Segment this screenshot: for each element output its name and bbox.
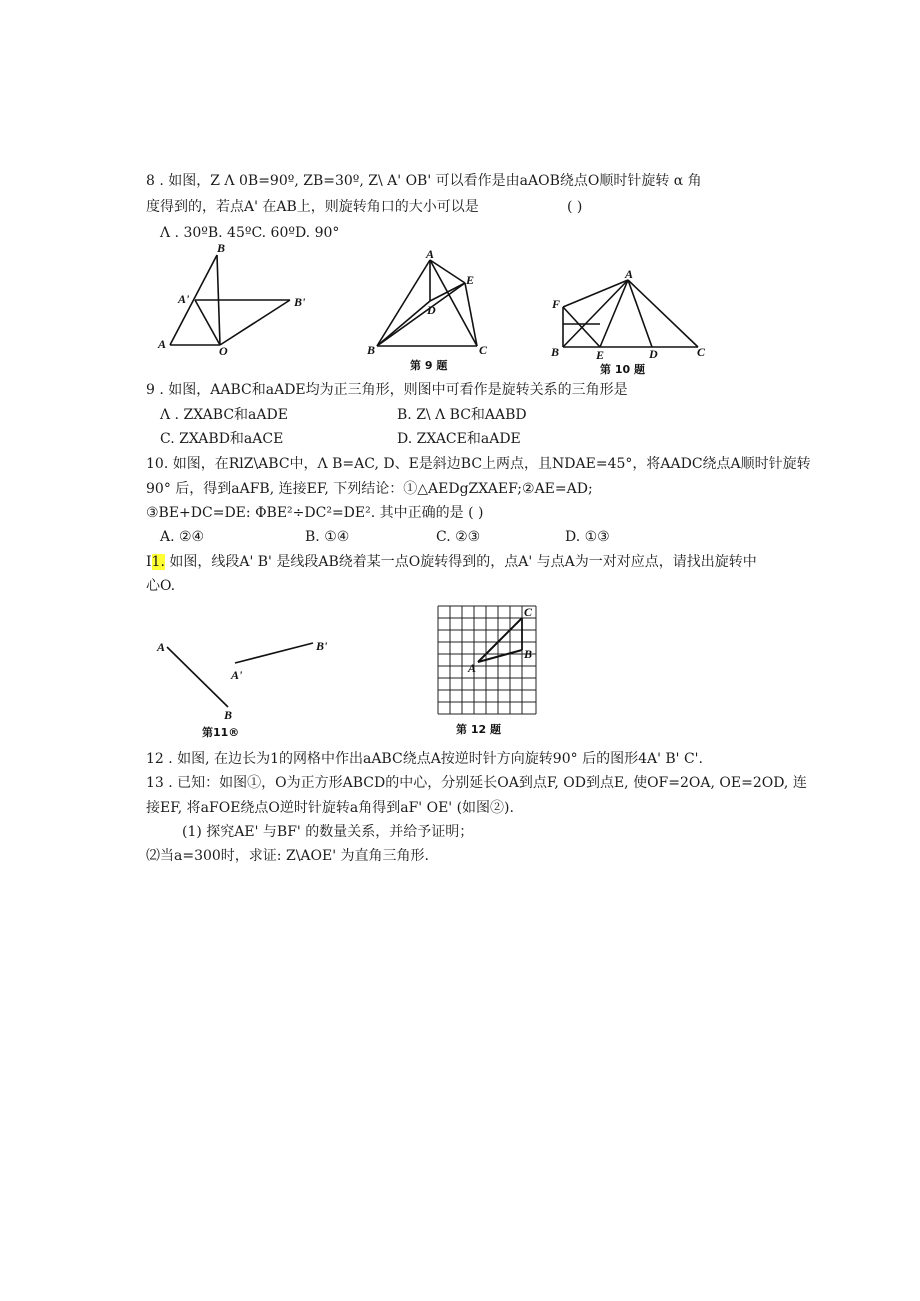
figure-q12 (436, 604, 546, 744)
fig11-label-b-prime: B' (316, 639, 328, 653)
q10-option-b: B. ①④ (305, 529, 350, 545)
figure-q10 (548, 262, 713, 377)
fig11-label-a-prime: A' (231, 668, 243, 682)
q11-line2: 心O. (146, 578, 176, 594)
fig12-caption: 第 12 题 (456, 723, 501, 736)
q13-line2: 接EF, 将aFOE绕点O逆时针旋转a角得到aF' OE' (如图②). (146, 800, 514, 816)
fig11-label-a: A (157, 640, 166, 654)
fig10-caption: 第 10 题 (600, 363, 645, 376)
q8-options: Λ . 30ºB. 45ºC. 60ºD. 90° (160, 225, 340, 241)
fig12-label-c: C (524, 605, 533, 619)
fig10-label-a: A (625, 267, 634, 281)
q13-line1: 13 . 已知：如图①，O为正方形ABCD的中心，分别延长OA到点F, OD到点E, 使OF=2OA, OE=2OD, 连 (146, 775, 807, 791)
q10-line3: ③BE+DC=DE: ΦBE²÷DC²=DE². 其中正确的是 ( ) (146, 505, 484, 521)
q10-option-d: D. ①③ (565, 529, 610, 545)
fig8-label-a: A (158, 337, 167, 351)
q8-line2: 度得到的，若点A' 在AB上，则旋转角口的大小可以是 (146, 199, 479, 215)
q10-option-c: C. ②③ (436, 529, 481, 545)
q11-line1-text: 如图，线段A' B' 是线段AB绕着某一点O旋转得到的，点A' 与点A为一对对应点，请找出旋转中 (164, 554, 757, 570)
fig10-label-e: E (596, 348, 605, 362)
fig10-label-f: F (552, 297, 561, 311)
q12-text: 12 . 如图, 在边长为1的网格中作出aABC绕点A按逆时针方向旋转90° 后的图形4A' B' C'. (146, 751, 703, 767)
q9-stem: 9 . 如图，AABC和aADE均为正三角形，则图中可看作是旋转关系的三角形是 (146, 382, 628, 398)
q8-answer-bracket: ( ) (567, 199, 583, 215)
fig8-label-o: O (219, 344, 228, 358)
fig8-label-b: B (217, 241, 226, 255)
q9-option-c: C. ZXABD和aACE (160, 431, 284, 447)
fig10-label-d: D (649, 347, 658, 361)
fig9-label-c: C (479, 343, 488, 357)
q11-highlight: 1. (151, 554, 165, 570)
fig9-label-e: E (466, 273, 475, 287)
q10-line1: 10. 如图，在RlZ\ABC中，Λ B=AC, D、E是斜边BC上两点，且NDAE=45°，将AADC绕点A顺时针旋转 (146, 456, 811, 472)
fig9-label-a: A (426, 247, 435, 261)
q11-prefix: I (146, 554, 152, 570)
q9-option-a: Λ . ZXABC和aADE (160, 407, 288, 423)
fig8-label-a-prime: A' (178, 292, 190, 306)
q9-option-d: D. ZXACE和aADE (397, 431, 521, 447)
fig11-caption: 第11® (202, 726, 240, 739)
fig11-label-b: B (224, 708, 233, 722)
fig12-label-b: B (524, 647, 533, 661)
q11-line1 (146, 553, 757, 571)
figure-q8 (150, 240, 330, 360)
figure-q9 (365, 248, 500, 373)
fig10-label-c: C (697, 345, 706, 359)
fig9-caption: 第 9 题 (410, 359, 448, 372)
fig9-label-b: B (367, 343, 376, 357)
fig9-label-d: D (427, 303, 436, 317)
q10-option-a: A. ②④ (160, 529, 205, 545)
fig8-label-b-prime: B' (294, 295, 306, 309)
q9-option-b: B. Z\ Λ BC和AABD (397, 407, 527, 423)
q10-line2: 90° 后，得到aAFB, 连接EF, 下列结论：①△AEDgZXAEF;②AE=AD; (146, 481, 593, 497)
fig12-label-a: A (468, 661, 477, 675)
q13-sub1: (1) 探究AE' 与BF' 的数量关系，并给予证明； (182, 824, 474, 840)
figure-q11 (150, 630, 350, 745)
fig10-label-b: B (551, 345, 560, 359)
q13-sub2: ⑵当a=300时，求证: Z\AOE' 为直角三角形. (146, 848, 429, 864)
q8-line1: 8 . 如图，Z Λ 0B=90º, ZB=30º, Z\ A' OB' 可以看作是由aAOB绕点O顺时针旋转 α 角 (146, 173, 702, 189)
